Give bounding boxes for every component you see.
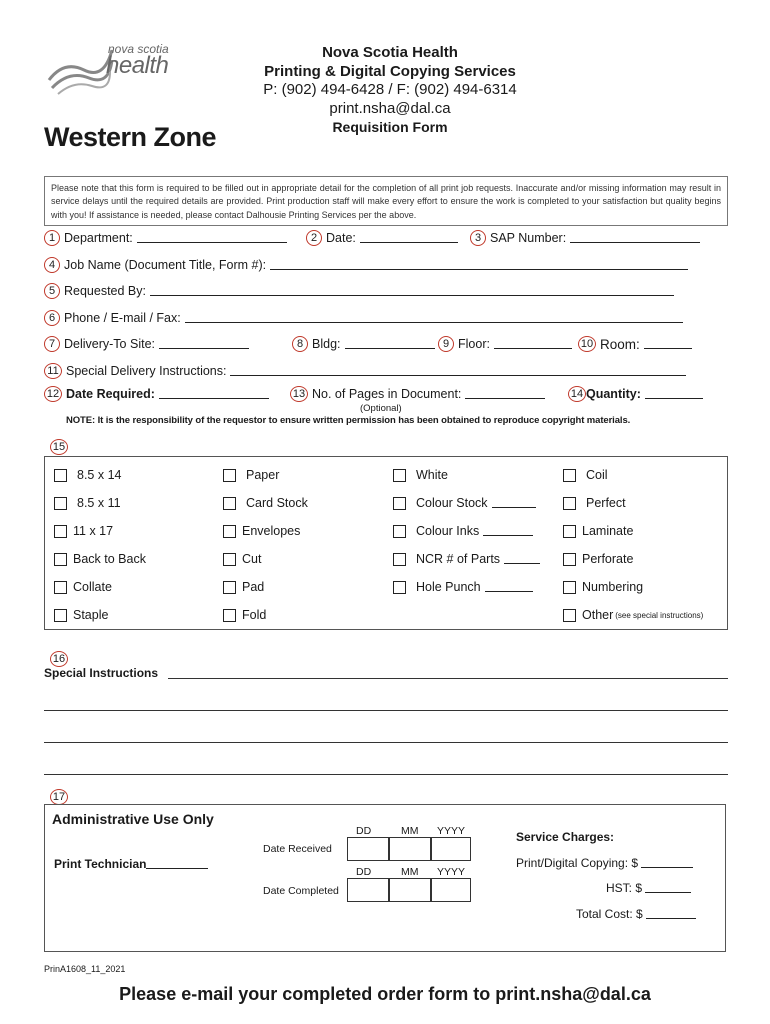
option-checkbox[interactable] — [393, 524, 533, 538]
option-checkbox[interactable] — [223, 496, 308, 510]
option-label: Other — [582, 608, 614, 622]
copyright-note: NOTE: It is the responsibility of the requestor to ensure written permission has been obtained to reproduce copyright materials. — [66, 415, 631, 426]
option-label: Numbering — [582, 580, 644, 594]
option-checkbox[interactable] — [54, 468, 121, 482]
option-checkbox[interactable] — [223, 468, 279, 482]
sap-row — [470, 230, 700, 246]
option-label: Coil — [586, 468, 608, 482]
number-badge: 10 — [578, 336, 596, 352]
hst-label: HST: $ — [606, 881, 643, 895]
date-required-row — [44, 386, 269, 402]
option-label: Envelopes — [242, 524, 301, 538]
nova-scotia-health-logo — [44, 40, 184, 100]
floor-label: Floor: — [458, 337, 490, 351]
completed-dd-box[interactable] — [347, 878, 389, 902]
hole-punch-field[interactable] — [485, 582, 533, 592]
checkbox-icon[interactable] — [54, 609, 67, 622]
option-checkbox[interactable] — [393, 580, 533, 594]
option-checkbox[interactable] — [563, 468, 608, 482]
option-label: Laminate — [582, 524, 634, 538]
requested-by-row — [44, 283, 674, 299]
number-badge: 9 — [438, 336, 454, 352]
number-badge: 17 — [50, 789, 68, 805]
checkbox-icon[interactable] — [223, 497, 236, 510]
option-label: Staple — [73, 608, 109, 622]
number-badge: 5 — [44, 283, 60, 299]
option-label: Paper — [246, 468, 280, 482]
bldg-label: Bldg: — [312, 337, 341, 351]
delivery-row — [44, 336, 249, 352]
option-label: Cut — [242, 552, 262, 566]
form-code: PrinA1608_11_2021 — [44, 964, 126, 974]
room-field[interactable] — [644, 339, 692, 349]
mm-label: MM — [401, 866, 419, 878]
option-checkbox[interactable] — [563, 552, 633, 566]
service-name: Printing & Digital Copying Services — [264, 62, 516, 80]
mm-label: MM — [401, 825, 419, 837]
special-delivery-row — [44, 363, 686, 379]
room-label: Room: — [600, 336, 640, 352]
option-label: 8.5 x 14 — [77, 468, 122, 482]
number-badge: 14 — [568, 386, 586, 402]
floor-field[interactable] — [494, 339, 572, 349]
requested-by-field[interactable] — [150, 286, 674, 296]
number-badge: 7 — [44, 336, 60, 352]
sap-field[interactable] — [570, 233, 700, 243]
ncr-parts-field[interactable] — [504, 554, 540, 564]
option-checkbox[interactable] — [223, 608, 266, 622]
zone-title: Western Zone — [44, 122, 217, 152]
option-checkbox[interactable] — [54, 524, 113, 538]
received-dd-box[interactable] — [347, 837, 389, 861]
checkbox-icon[interactable] — [54, 553, 67, 566]
option-checkbox[interactable] — [54, 552, 146, 566]
option-label: Perfect — [586, 496, 626, 510]
date-field[interactable] — [360, 233, 458, 243]
phone-label: Phone / E-mail / Fax: — [64, 311, 181, 325]
total-field[interactable] — [646, 909, 696, 919]
option-label: 11 x 17 — [73, 524, 114, 538]
job-name-field[interactable] — [270, 260, 688, 270]
optional-note: (Optional) — [360, 403, 402, 414]
number-badge: 6 — [44, 310, 60, 326]
option-checkbox[interactable] — [54, 496, 121, 510]
option-checkbox[interactable] — [563, 524, 633, 538]
quantity-row — [568, 386, 703, 402]
pages-field[interactable] — [465, 389, 545, 399]
colour-inks-field[interactable] — [483, 526, 533, 536]
phone-fax: P: (902) 494-6428 / F: (902) 494-6314 — [263, 81, 517, 98]
number-badge: 11 — [44, 363, 62, 379]
delivery-label: Delivery-To Site: — [64, 337, 155, 351]
number-badge: 2 — [306, 230, 322, 246]
delivery-field[interactable] — [159, 339, 249, 349]
yyyy-label: YYYY — [437, 866, 466, 878]
option-label: Hole Punch — [416, 580, 481, 594]
special-instructions-line[interactable] — [168, 678, 728, 679]
number-badge: 4 — [44, 257, 60, 273]
checkbox-icon[interactable] — [223, 469, 236, 482]
date-required-field[interactable] — [159, 389, 269, 399]
options-box — [44, 456, 728, 630]
date-received-label: Date Received — [263, 843, 332, 855]
header-email: print.nsha@dal.ca — [329, 99, 451, 117]
yyyy-label: YYYY — [437, 825, 466, 837]
checkbox-icon[interactable] — [54, 469, 67, 482]
phone-row — [44, 310, 683, 326]
department-row — [44, 230, 287, 246]
total-row — [576, 907, 696, 921]
date-required-label: Date Required: — [66, 387, 155, 401]
checkbox-icon[interactable] — [563, 497, 576, 510]
checkbox-icon[interactable] — [54, 525, 67, 538]
checkbox-icon[interactable] — [54, 497, 67, 510]
option-label: Colour Inks — [416, 524, 480, 538]
pages-row — [290, 386, 545, 402]
copying-label: Print/Digital Copying: $ — [516, 856, 639, 870]
technician-field[interactable] — [146, 859, 208, 869]
option-label: 8.5 x 11 — [77, 496, 121, 510]
option-label: Pad — [242, 580, 265, 594]
option-label: Perforate — [582, 552, 634, 566]
number-badge: 15 — [50, 439, 68, 455]
checkbox-icon[interactable] — [54, 581, 67, 594]
logo-text-big: health — [106, 52, 169, 79]
option-checkbox[interactable] — [563, 496, 626, 510]
option-label: White — [416, 468, 448, 482]
option-checkbox[interactable] — [563, 580, 643, 594]
dd-label: DD — [356, 825, 372, 837]
checkbox-icon[interactable] — [563, 609, 576, 622]
section-15-marker — [50, 438, 68, 456]
hst-row — [606, 881, 691, 895]
copying-field[interactable] — [641, 858, 693, 868]
technician-label: Print Technician — [54, 857, 147, 871]
checkbox-icon[interactable] — [393, 581, 406, 594]
option-checkbox[interactable] — [563, 608, 703, 622]
dd-label: DD — [356, 866, 372, 878]
checkbox-icon[interactable] — [223, 609, 236, 622]
option-checkbox[interactable] — [393, 468, 448, 482]
option-checkbox[interactable] — [223, 524, 300, 538]
sap-label: SAP Number: — [490, 231, 567, 245]
charges-title: Service Charges: — [516, 830, 615, 844]
special-delivery-label: Special Delivery Instructions: — [66, 364, 227, 378]
option-label: Colour Stock — [416, 496, 488, 510]
checkbox-icon[interactable] — [563, 525, 576, 538]
option-checkbox[interactable] — [393, 496, 536, 510]
special-instructions-line[interactable] — [44, 742, 728, 743]
checkbox-icon[interactable] — [563, 469, 576, 482]
department-field[interactable] — [137, 233, 287, 243]
header — [230, 44, 550, 137]
checkbox-icon[interactable] — [563, 581, 576, 594]
special-instructions-line[interactable] — [44, 774, 728, 775]
footer-email-note: Please e-mail your completed order form to print.nsha@dal.ca — [119, 984, 651, 1004]
number-badge: 12 — [44, 386, 62, 402]
number-badge: 1 — [44, 230, 60, 246]
number-badge: 3 — [470, 230, 486, 246]
option-checkbox[interactable] — [223, 580, 264, 594]
number-badge: 16 — [50, 651, 68, 667]
checkbox-icon[interactable] — [393, 553, 406, 566]
wave-logo-icon — [44, 40, 114, 100]
checkbox-icon[interactable] — [393, 469, 406, 482]
checkbox-icon[interactable] — [223, 525, 236, 538]
special-delivery-field[interactable] — [230, 366, 686, 376]
copying-row — [516, 856, 693, 870]
number-badge: 13 — [290, 386, 308, 402]
date-completed-label: Date Completed — [263, 885, 339, 897]
option-checkbox[interactable] — [54, 608, 108, 622]
option-label: Fold — [242, 608, 267, 622]
org-name: Nova Scotia Health — [322, 44, 458, 61]
room-row — [578, 336, 692, 352]
pages-label: No. of Pages in Document: — [312, 387, 462, 401]
option-checkbox[interactable] — [393, 552, 540, 566]
option-label: Collate — [73, 580, 112, 594]
checkbox-icon[interactable] — [223, 581, 236, 594]
logo-text-small: nova scotia — [108, 42, 169, 56]
floor-row — [438, 336, 572, 352]
job-name-row — [44, 257, 688, 273]
completed-mm-box[interactable] — [389, 878, 431, 902]
number-badge: 8 — [292, 336, 308, 352]
quantity-field[interactable] — [645, 389, 703, 399]
option-checkbox[interactable] — [54, 580, 112, 594]
option-label: Back to Back — [73, 552, 146, 566]
requested-by-label: Requested By: — [64, 284, 146, 298]
checkbox-icon[interactable] — [393, 497, 406, 510]
bldg-row — [292, 336, 435, 352]
notice-box: Please note that this form is required to be filled out in appropriate detail for the completion of all print job requests. Inaccurate and/or missing information may result in service delays until the required details are provided. Print production staff will make every effort to ensure the work is completed to your satisfaction but quality begins with you! If assistance is needed, please contact Dalhousie Printing Services per the above. — [44, 176, 728, 226]
other-note: (see special instructions) — [615, 610, 704, 620]
received-mm-box[interactable] — [389, 837, 431, 861]
date-label: Date: — [326, 231, 356, 245]
hst-field[interactable] — [645, 883, 691, 893]
colour-stock-field[interactable] — [492, 498, 536, 508]
checkbox-icon[interactable] — [393, 525, 406, 538]
job-name-label: Job Name (Document Title, Form #): — [64, 258, 267, 272]
option-label: Card Stock — [246, 496, 308, 510]
special-instructions-label: Special Instructions — [44, 666, 159, 680]
option-checkbox[interactable] — [223, 552, 261, 566]
phone-field[interactable] — [185, 313, 683, 323]
admin-box — [44, 804, 726, 952]
special-instructions-line[interactable] — [44, 710, 728, 711]
date-row — [306, 230, 458, 246]
department-label: Department: — [64, 231, 133, 245]
form-title: Requisition Form — [332, 119, 448, 135]
quantity-label: Quantity: — [586, 387, 641, 401]
received-yyyy-box[interactable] — [431, 837, 471, 861]
option-label: NCR # of Parts — [416, 552, 501, 566]
technician-row — [54, 857, 208, 871]
checkbox-icon[interactable] — [563, 553, 576, 566]
checkbox-icon[interactable] — [223, 553, 236, 566]
admin-title: Administrative Use Only — [52, 811, 214, 827]
bldg-field[interactable] — [345, 339, 435, 349]
completed-yyyy-box[interactable] — [431, 878, 471, 902]
total-label: Total Cost: $ — [576, 907, 643, 921]
